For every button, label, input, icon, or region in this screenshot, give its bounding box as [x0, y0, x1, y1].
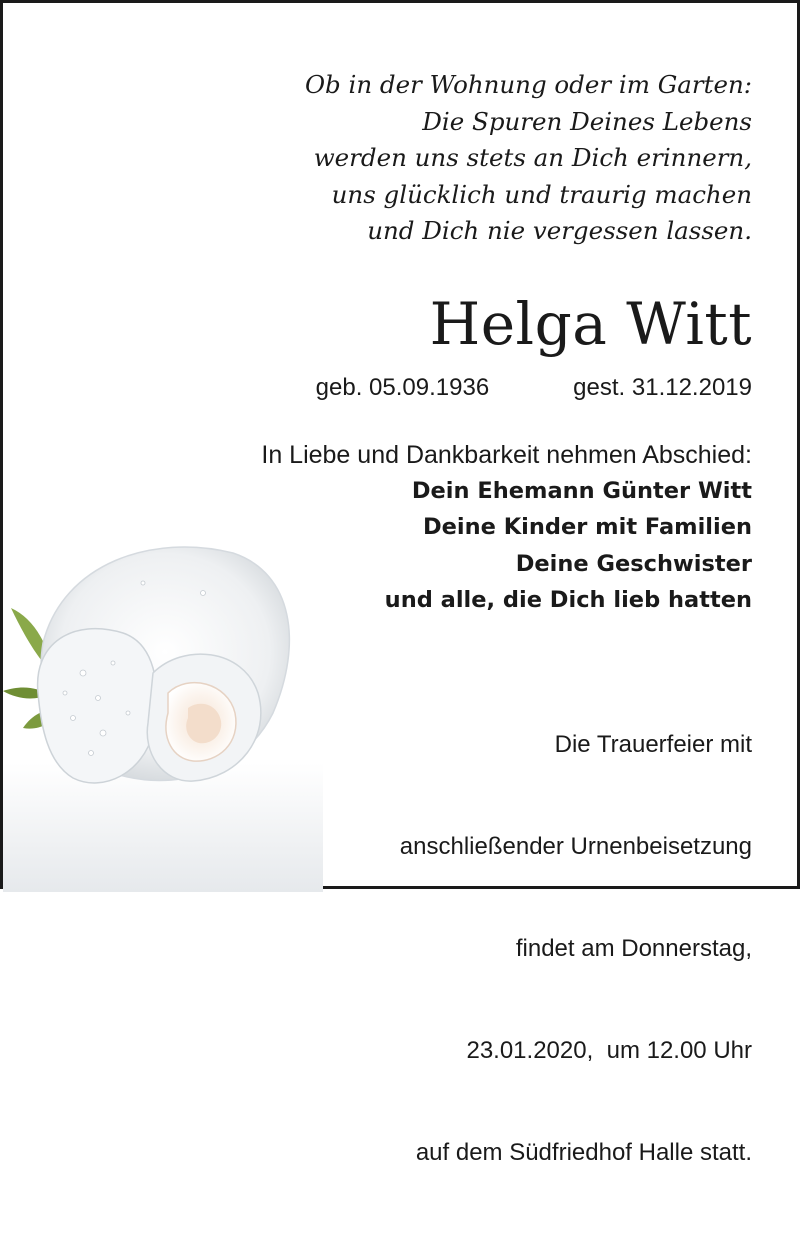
obituary-text — [52, 3, 752, 1238]
mourners-list — [52, 473, 752, 619]
mourner-line: Deine Kinder mit Familien — [422, 514, 752, 540]
poem-line: und Dich nie vergessen lassen. — [367, 216, 752, 245]
ceremony-line: auf dem Südfriedhof Halle statt. — [415, 1138, 752, 1166]
poem — [52, 67, 752, 250]
poem-line: Ob in der Wohnung oder im Garten: — [304, 70, 752, 99]
birth-date: geb. 05.09.1936 — [315, 373, 490, 401]
ceremony-line: anschließender Urnenbeisetzung — [399, 832, 752, 860]
poem-line: Die Spuren Deines Lebens — [422, 106, 752, 136]
life-dates — [52, 372, 752, 404]
ceremony-line: findet am Donnerstag, — [515, 934, 752, 962]
mourner-line: und alle, die Dich lieb hatten — [384, 587, 752, 613]
death-date: gest. 31.12.2019 — [573, 373, 752, 401]
ceremony-line: Die Trauerfeier mit — [554, 730, 752, 758]
mourner-line: Deine Geschwister — [515, 550, 752, 577]
poem-line: uns glücklich und traurig machen — [331, 179, 752, 209]
ceremony-line: 23.01.2020, um 12.00 Uhr — [466, 1036, 752, 1064]
mourner-line: Dein Ehemann Günter Witt — [411, 477, 752, 504]
poem-line: werden uns stets an Dich erinnern, — [313, 143, 752, 172]
farewell-intro: In Liebe und Dankbarkeit nehmen Abschied: — [261, 440, 752, 469]
deceased-name: Helga Witt — [429, 289, 752, 358]
ceremony-info — [52, 660, 752, 1238]
